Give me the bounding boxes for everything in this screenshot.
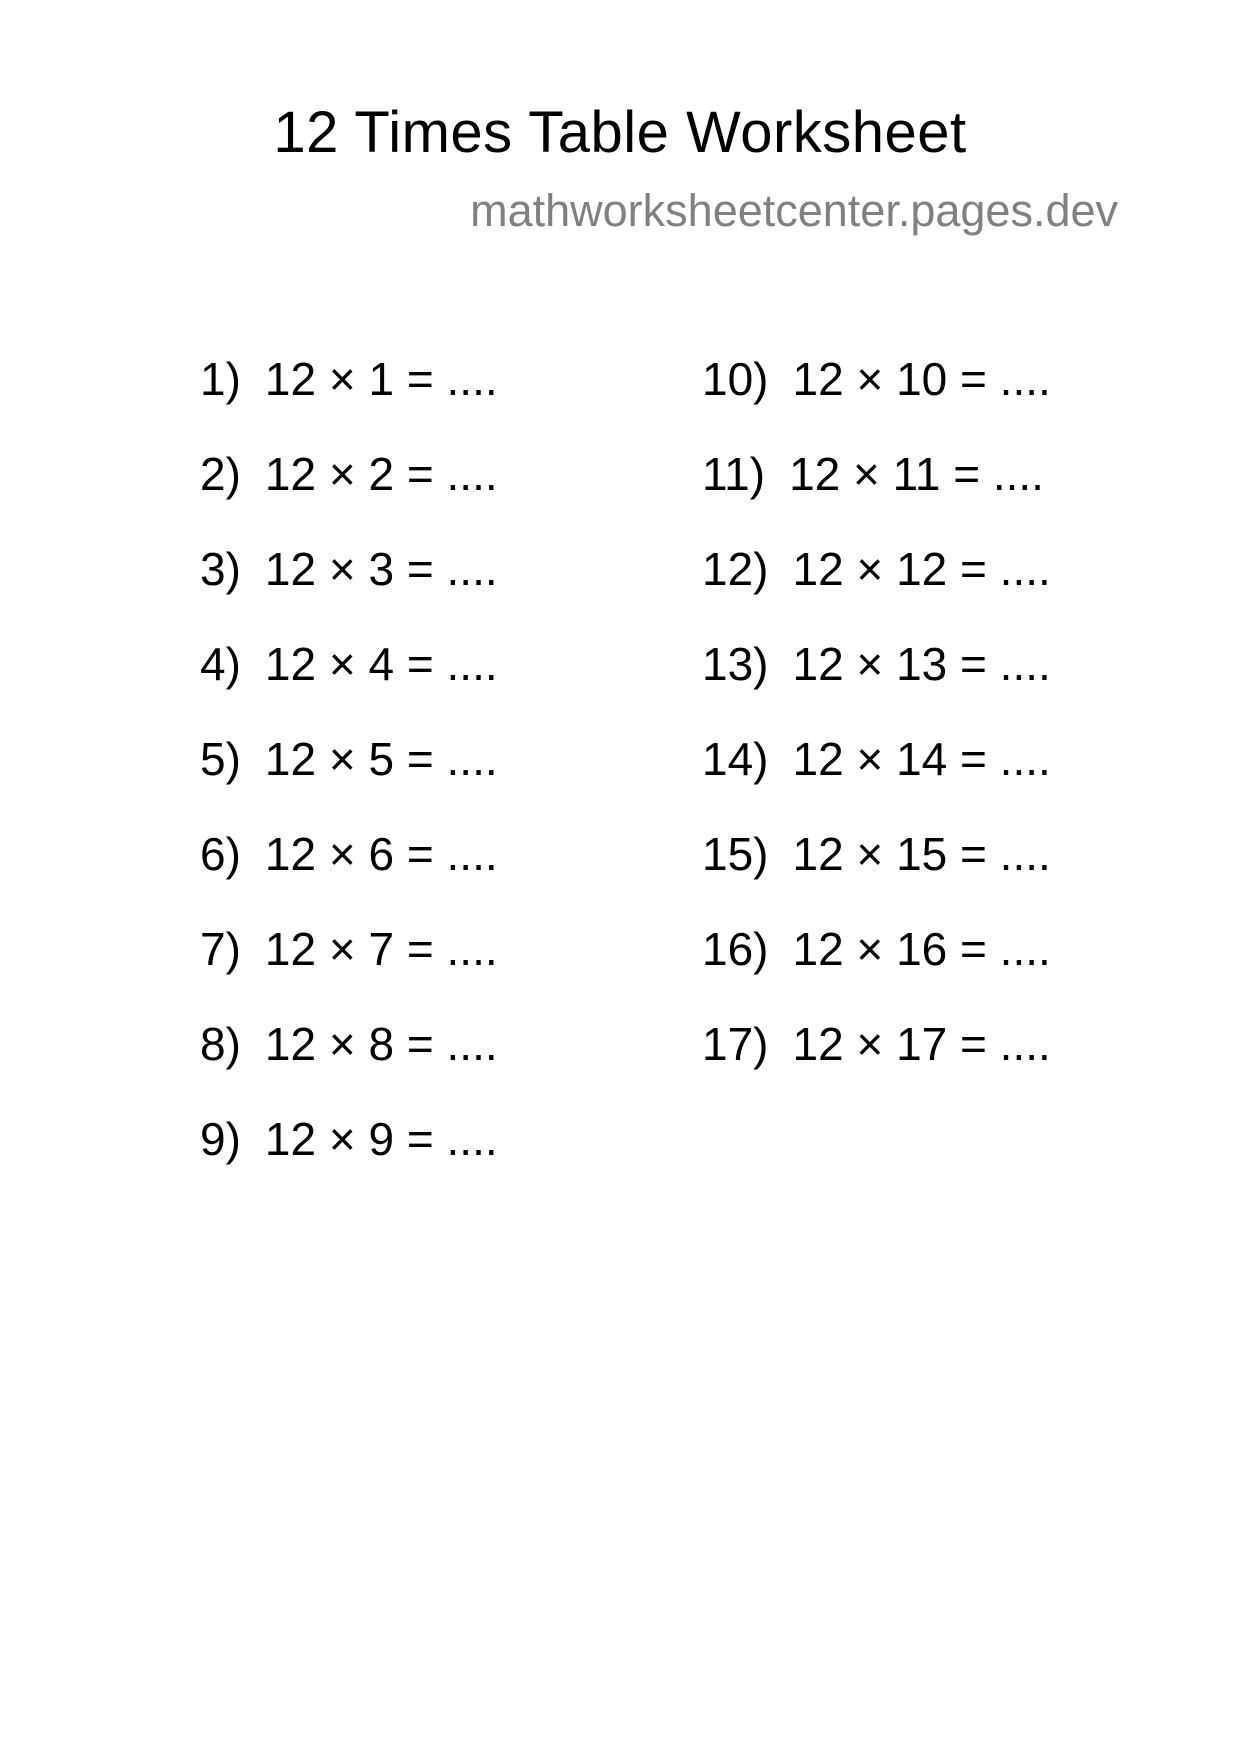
problem-item bbox=[702, 734, 1051, 829]
problem-expression: 12 × 1 = .... bbox=[264, 353, 498, 405]
problem-item bbox=[200, 1019, 498, 1114]
problem-number: 16) bbox=[702, 923, 769, 975]
problem-number: 15) bbox=[702, 828, 769, 880]
problem-item bbox=[702, 1019, 1051, 1114]
problem-number: 14) bbox=[702, 733, 769, 785]
problems-column-right bbox=[702, 354, 1051, 1114]
problem-item bbox=[200, 449, 498, 544]
problem-expression: 12 × 16 = .... bbox=[792, 923, 1051, 975]
problem-number: 17) bbox=[702, 1018, 769, 1070]
problem-number: 2) bbox=[200, 448, 241, 500]
problem-item bbox=[702, 544, 1051, 639]
problem-number: 11) bbox=[702, 448, 766, 500]
problems-column-left bbox=[200, 354, 498, 1209]
problem-item bbox=[702, 354, 1051, 449]
problem-item bbox=[200, 639, 498, 734]
problem-item bbox=[702, 449, 1051, 544]
problem-number: 13) bbox=[702, 638, 769, 690]
problem-expression: 12 × 17 = .... bbox=[792, 1018, 1051, 1070]
problem-expression: 12 × 4 = .... bbox=[264, 638, 498, 690]
problem-number: 8) bbox=[200, 1018, 241, 1070]
problem-expression: 12 × 3 = .... bbox=[264, 543, 498, 595]
problem-item bbox=[702, 924, 1051, 1019]
problem-expression: 12 × 12 = .... bbox=[792, 543, 1051, 595]
problem-item bbox=[702, 639, 1051, 734]
problem-item bbox=[702, 829, 1051, 924]
problem-number: 6) bbox=[200, 828, 241, 880]
problem-number: 1) bbox=[200, 353, 241, 405]
problem-expression: 12 × 8 = .... bbox=[264, 1018, 498, 1070]
problem-item bbox=[200, 354, 498, 449]
page-title: 12 Times Table Worksheet bbox=[273, 100, 967, 165]
problem-expression: 12 × 7 = .... bbox=[264, 923, 498, 975]
problem-expression: 12 × 11 = .... bbox=[789, 448, 1044, 500]
problem-expression: 12 × 2 = .... bbox=[264, 448, 498, 500]
problem-item bbox=[200, 829, 498, 924]
problem-expression: 12 × 10 = .... bbox=[792, 353, 1051, 405]
problem-expression: 12 × 6 = .... bbox=[264, 828, 498, 880]
problem-number: 3) bbox=[200, 543, 241, 595]
problem-item bbox=[200, 924, 498, 1019]
problem-number: 7) bbox=[200, 923, 241, 975]
problem-number: 12) bbox=[702, 543, 769, 595]
problem-expression: 12 × 15 = .... bbox=[792, 828, 1051, 880]
problem-number: 9) bbox=[200, 1113, 241, 1165]
problem-expression: 12 × 13 = .... bbox=[792, 638, 1051, 690]
problem-number: 5) bbox=[200, 733, 241, 785]
problem-expression: 12 × 9 = .... bbox=[264, 1113, 498, 1165]
problem-expression: 12 × 14 = .... bbox=[792, 733, 1051, 785]
problem-number: 10) bbox=[702, 353, 769, 405]
problem-item bbox=[200, 1114, 498, 1209]
problem-expression: 12 × 5 = .... bbox=[264, 733, 498, 785]
problem-item bbox=[200, 544, 498, 639]
site-url: mathworksheetcenter.pages.dev bbox=[470, 185, 1118, 236]
problem-item bbox=[200, 734, 498, 829]
problem-number: 4) bbox=[200, 638, 241, 690]
